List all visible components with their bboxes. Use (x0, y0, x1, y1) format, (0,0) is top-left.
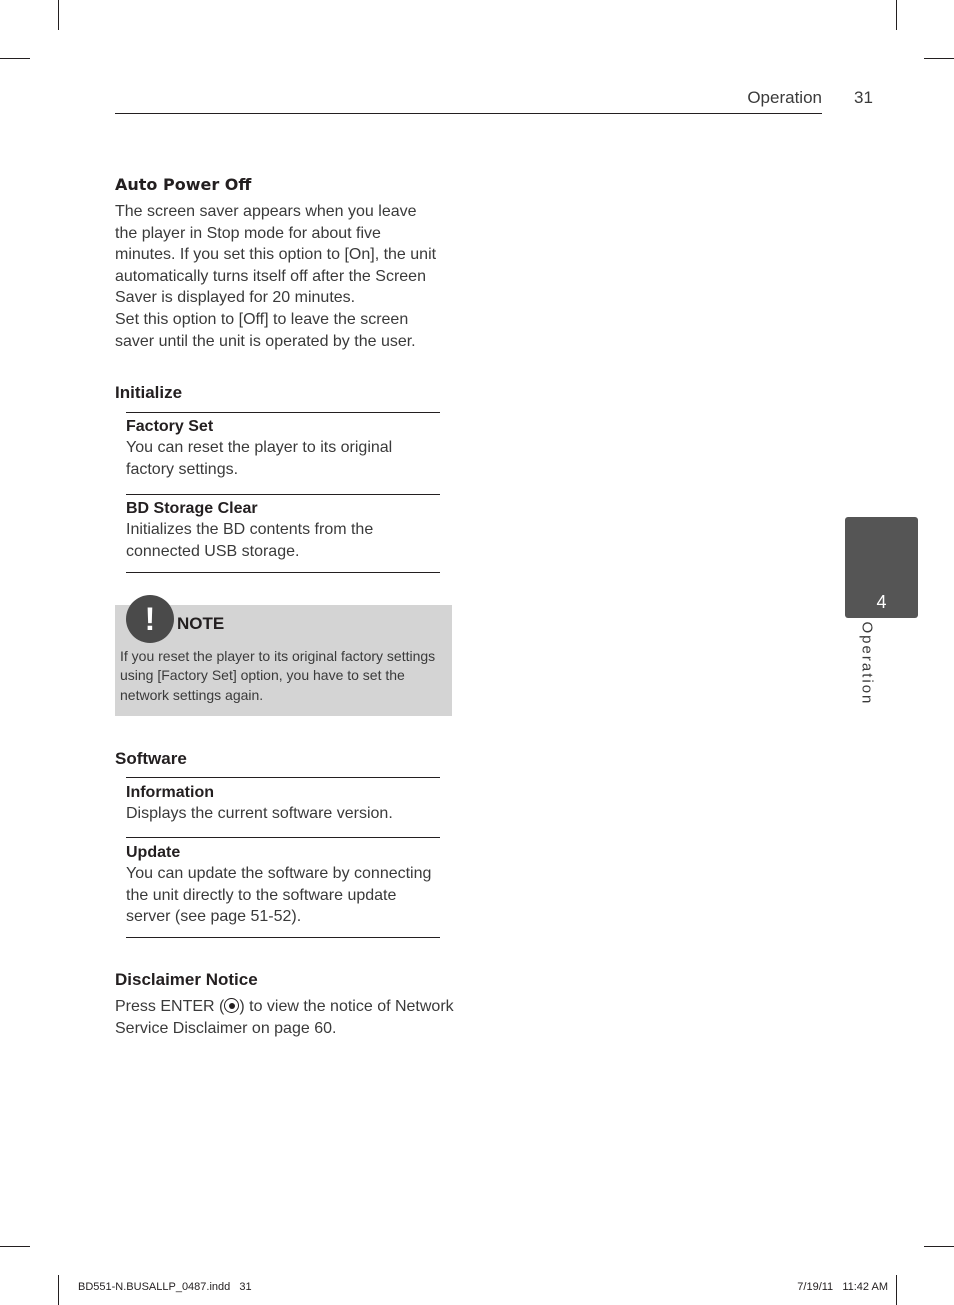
exclamation-icon: ! (126, 595, 174, 643)
text-line: server (see page 51-52). (126, 908, 302, 926)
item-title: Information (126, 784, 214, 801)
divider (126, 494, 440, 495)
text-line: factory settings. (126, 460, 239, 478)
item-title: Update (126, 844, 181, 861)
note-label: NOTE (177, 614, 225, 633)
text-fragment: Press ENTER ( (115, 998, 225, 1015)
text-line: network settings again. (120, 686, 264, 703)
text-line: Set this option to [Off] to leave the screen (115, 310, 409, 328)
update-item (126, 842, 440, 928)
text-line: connected USB storage. (126, 542, 300, 560)
text-fragment: ) to view the notice of Network (239, 998, 454, 1015)
text-line: the unit directly to the software update (126, 886, 397, 904)
text-line: using [Factory Set] option, you have to set the (120, 667, 405, 684)
divider (126, 572, 440, 573)
text-line: minutes. If you set this option to [On], the unit (115, 246, 437, 264)
text-line: automatically turns itself off after the Screen (115, 267, 426, 285)
text-line: You can reset the player to its original (126, 439, 393, 456)
text-line: Saver is displayed for 20 minutes. (115, 289, 356, 307)
disclaimer-text (115, 996, 454, 1039)
crop-mark (896, 0, 897, 30)
software-heading: Software (115, 749, 187, 768)
crop-mark (924, 58, 954, 59)
disclaimer-heading: Disclaimer Notice (115, 970, 258, 989)
item-title: Factory Set (126, 418, 214, 435)
text-line: the player in Stop mode for about five (115, 224, 381, 242)
header-rule (115, 113, 822, 114)
crop-mark (58, 0, 59, 30)
auto-power-off-text (115, 201, 451, 352)
page-number: 31 (854, 88, 873, 107)
information-item (126, 782, 440, 825)
chapter-label: Operation (858, 621, 876, 706)
text-line: The screen saver appears when you leave (115, 203, 417, 220)
enter-button-icon (224, 998, 239, 1013)
chapter-tab (845, 517, 918, 618)
divider (126, 777, 440, 778)
footer-timestamp: 7/19/11 11:42 AM (797, 1281, 888, 1293)
divider (126, 412, 440, 413)
header-section-title: Operation (747, 88, 822, 107)
footer-file-slug: BD551-N.BUSALLP_0487.indd 31 (78, 1281, 252, 1293)
crop-mark (0, 58, 30, 59)
crop-mark (58, 1275, 59, 1305)
text-line: Initializes the BD contents from the (126, 521, 374, 538)
text-line (115, 996, 454, 1018)
crop-mark (0, 1246, 30, 1247)
chapter-number: 4 (876, 592, 887, 612)
note-box (115, 601, 452, 716)
auto-power-off-heading: Auto Power Off (115, 175, 252, 194)
item-title: BD Storage Clear (126, 500, 258, 517)
text-line: saver until the unit is operated by the user. (115, 332, 416, 350)
crop-mark (896, 1275, 897, 1305)
divider (126, 937, 440, 938)
divider (126, 837, 440, 838)
text-line: Service Disclaimer on page 60. (115, 1019, 337, 1037)
text-line: You can update the software by connecting (126, 865, 432, 882)
note-text (120, 647, 450, 705)
factory-set-item (126, 416, 440, 480)
crop-mark (924, 1246, 954, 1247)
text-line: If you reset the player to its original factory settings (120, 648, 436, 664)
bd-storage-clear-item (126, 498, 440, 562)
text-line: Displays the current software version. (126, 805, 393, 822)
initialize-heading: Initialize (115, 383, 183, 402)
